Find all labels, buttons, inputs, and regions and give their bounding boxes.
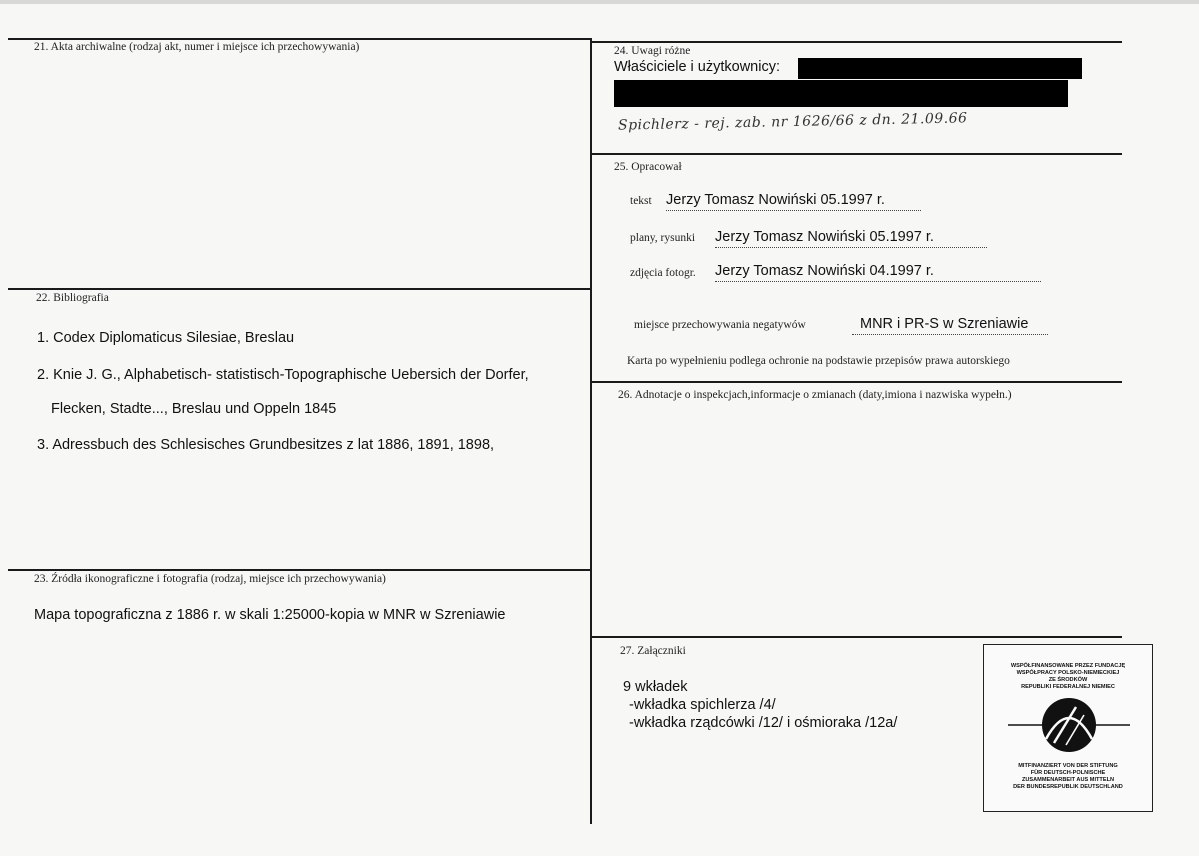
iconographic-sources-text: Mapa topograficzna z 1886 r. w skali 1:25000-kopia w MNR w Szreniawie [34,607,506,623]
copyright-note: Karta po wypełnieniu podlega ochronie na podstawie przepisów prawa autorskiego [627,355,1010,367]
stamp-top-line-4: REPUBLIKI FEDERALNEJ NIEMIEC [1021,684,1115,690]
foundation-logo-icon [984,693,1154,763]
attachments-count: 9 wkładek [623,679,688,695]
owners-label: Właściciele i użytkownicy: [614,59,780,75]
tekst-label: tekst [630,195,652,207]
section-21-label: 21. Akta archiwalne (rodzaj akt, numer i miejsce ich przechowywania) [34,41,360,53]
section-27-label: 27. Załączniki [620,645,686,657]
section-23-label: 23. Źródła ikonograficzne i fotografia (rodzaj, miejsce ich przechowywania) [34,573,386,585]
bibliography-item-3: 3. Adressbuch des Schlesisches Grundbesitzes z lat 1886, 1891, 1898, [37,437,495,453]
negatives-location-value: MNR i PR-S w Szreniawie [852,316,1048,335]
section-24-label: 24. Uwagi różne [614,45,691,57]
top-rule-left [8,38,590,40]
bibliography-item-2: 2. Knie J. G., Alphabetisch- statistisch-Topographische Uebersich der Dorfer, [37,367,529,383]
handwritten-register-note: Spichlerz - rej. zab. nr 1626/66 z dn. 21.09.66 [617,110,968,134]
bibliography-item-1: 1. Codex Diplomaticus Silesiae, Breslau [37,330,295,346]
divider-24-25 [590,153,1122,155]
stamp-bottom-line-2: FÜR DEUTSCH-POLNISCHE [1030,770,1106,776]
stamp-top-line-1: WSPÓŁFINANSOWANE PRZEZ FUNDACJĘ [1010,663,1126,669]
redaction-bar-2 [614,80,1068,107]
attachment-item-granary: -wkładka spichlerza /4/ [629,697,776,713]
divider-22-23 [8,569,590,571]
zdjecia-author-value: Jerzy Tomasz Nowiński 04.1997 r. [715,263,1041,282]
stamp-top-line-3: ZE ŚRODKÓW [1048,677,1088,683]
stamp-bottom-line-1: MITFINANZIERT VON DER STIFTUNG [1018,763,1118,769]
stamp-top-line-2: WSPÓŁPRACY POLSKO-NIEMIECKIEJ [1016,670,1120,676]
divider-26-27 [590,636,1122,638]
attachment-item-manager-house: -wkładka rządcówki /12/ i ośmioraka /12a/ [629,715,898,731]
stamp-bottom-line-4: DER BUNDESREPUBLIK DEUTSCHLAND [1013,784,1123,790]
tekst-author-value: Jerzy Tomasz Nowiński 05.1997 r. [666,192,921,211]
zdjecia-label: zdjęcia fotogr. [630,267,696,279]
foundation-funding-stamp [983,644,1153,812]
center-divider [590,38,592,824]
negatives-location-label: miejsce przechowywania negatywów [634,319,806,331]
plany-author-value: Jerzy Tomasz Nowiński 05.1997 r. [715,229,987,248]
section-22-label: 22. Bibliografia [36,292,109,304]
top-rule-right [590,41,1122,43]
divider-25-26 [590,381,1122,383]
scan-edge [0,0,1199,4]
divider-21-22 [8,288,590,290]
section-25-label: 25. Opracował [614,161,682,173]
redaction-bar-1 [798,58,1082,79]
plany-label: plany, rysunki [630,232,696,244]
section-26-label: 26. Adnotacje o inspekcjach,informacje o zmianach (daty,imiona i nazwiska wypełn.) [618,389,1012,401]
bibliography-item-2-continued: Flecken, Stadte..., Breslau und Oppeln 1845 [51,401,337,417]
stamp-bottom-line-3: ZUSAMMENARBEIT AUS MITTELN [1021,777,1115,783]
